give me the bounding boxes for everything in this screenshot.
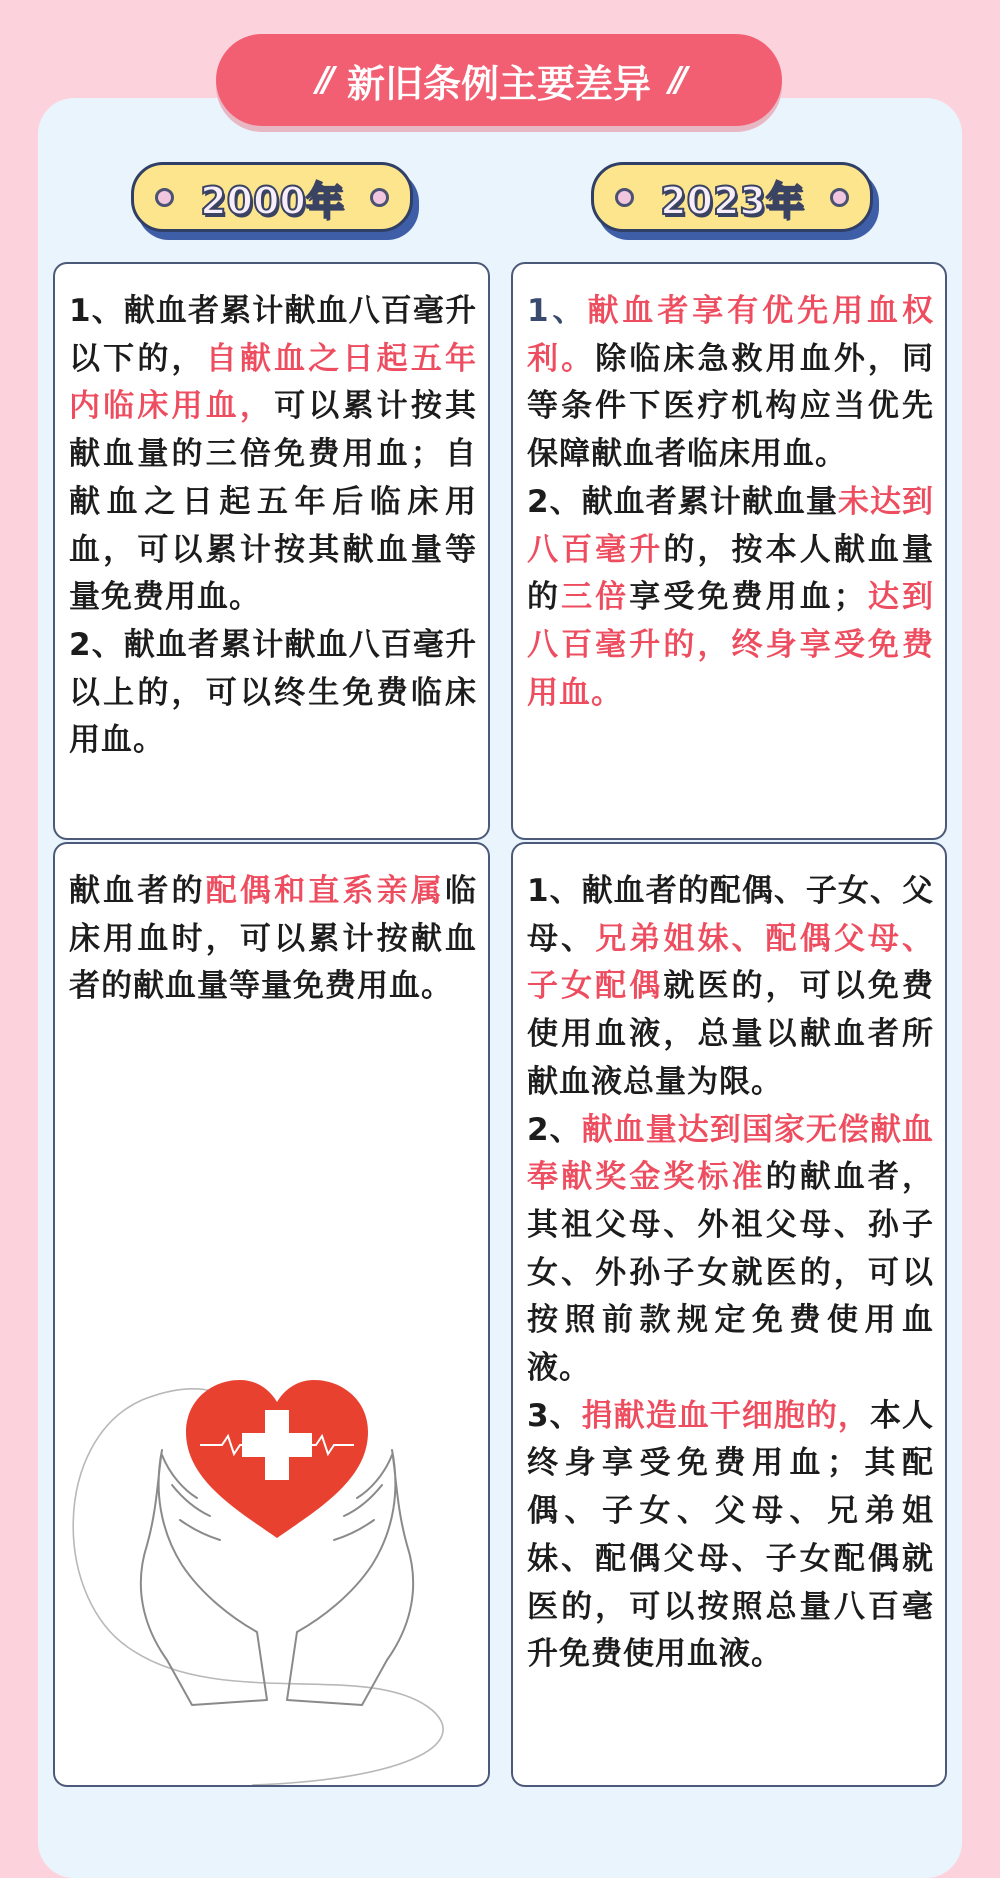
highlight-text: 献血者享有优先用血权利。 [527,293,934,377]
highlight-text: 兄弟姐妹、配偶父母、子女配偶 [527,920,935,1005]
rule-text: 1、献血者累计献血八百毫升以下的， [69,293,477,377]
rule-text: 本人终身享受免费用血；其配偶、子女、父母、兄弟姐妹、配偶父母、子女配偶就医的，可以按照总量八百毫升免费使用血液。 [527,1397,935,1673]
rule-text: 的，按本人献血量的 [527,531,935,616]
dot-icon [615,188,634,207]
highlight-text: 未达到八百毫升 [527,483,934,568]
rule-text: 可以累计按其献血量的三倍免费用血；自献血之日起五年后临床用血，可以累计按其献血量等量免费用血。 [69,388,478,616]
rule-text: 2、献血者累计献血量 [527,483,838,520]
rule-text: 除临床急救用血外，同等条件下医疗机构应当优先保障献血者临床用血。 [527,340,935,473]
highlight-text: 配偶和直系亲属 [205,873,446,909]
dot-icon [370,188,389,207]
highlight-text: 达到八百毫升的，终身享受免费用血。 [527,579,935,711]
heart-hands-illustration [72,1360,484,1785]
rule-box-2023-row1 [511,262,947,840]
item-number: 2、 [527,1111,582,1148]
rule-text: 1、献血者的配偶、子女、父母、 [527,873,934,957]
rule-paragraph [69,288,477,622]
item-number: 3、 [527,1397,582,1434]
highlight-text: 自献血之日起五年内临床用血， [69,340,478,425]
year-text: 2023年 [660,178,804,223]
rule-text: 的献血者，其祖父母、外祖父母、孙子女、外孙子女就医的，可以按照前款规定免费使用血液。 [527,1159,935,1387]
rule-paragraph [527,479,934,718]
title-banner [216,34,782,126]
rule-paragraph [527,868,934,1107]
rule-paragraph [527,1393,934,1679]
rule-paragraph: 2、献血者累计献血八百毫升以上的，可以终生免费临床用血。 [69,626,477,759]
year-label-2000 [131,162,413,232]
item-number: 1、 [527,293,588,329]
year-label-2023 [591,162,873,232]
rule-box-2023-row2 [511,842,947,1787]
page-title: 新旧条例主要差异 [346,61,651,106]
rule-paragraph [527,1107,934,1393]
rule-text: 临床用血时，可以累计按献血者的献血量等量免费用血。 [69,873,478,1005]
slash-left-decoration: // [316,60,329,100]
highlight-text: 三倍 [561,579,630,616]
rule-text: 享受免费用血； [629,579,866,616]
rule-text: 就医的，可以免费使用血液，总量以献血者所献血液总量为限。 [527,968,935,1100]
rule-box-2000-row1 [53,262,490,840]
slash-right-decoration: // [669,60,682,100]
dot-icon [830,188,849,207]
dot-icon [155,188,174,207]
year-text: 2000年 [200,178,344,223]
highlight-text: 献血量达到国家无偿献血奉献奖金奖标准 [527,1111,934,1196]
rule-paragraph [69,868,477,1011]
rule-text: 献血者的 [69,873,206,909]
heart-cross-icon [186,1380,368,1538]
highlight-text: 捐献造血干细胞的， [581,1397,870,1434]
rule-paragraph [527,288,934,479]
